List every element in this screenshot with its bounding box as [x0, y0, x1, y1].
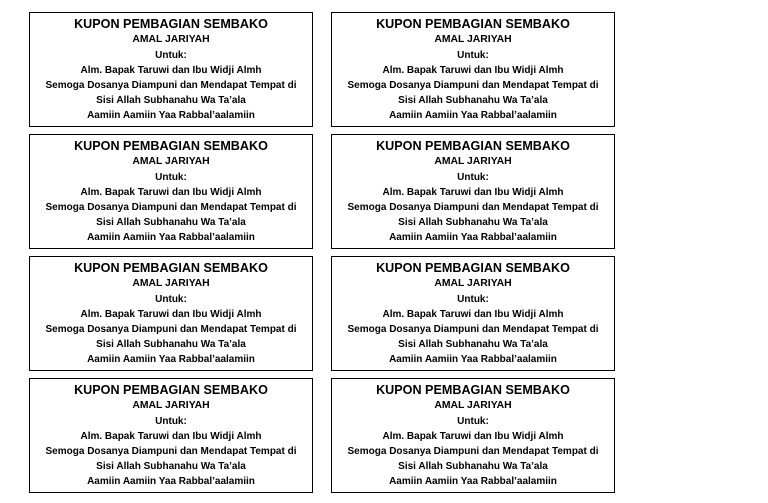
coupon-closing: Aamiin Aamiin Yaa Rabbal’aalamiin — [389, 110, 557, 122]
coupon-card — [29, 12, 313, 127]
coupon-prayer-line1: Semoga Dosanya Diampuni dan Mendapat Tempat di — [45, 202, 297, 213]
coupon-for-label: Untuk: — [155, 49, 187, 61]
coupon-names: Alm. Bapak Taruwi dan Ibu Widji Almh — [80, 186, 262, 198]
coupon-prayer-line1: Semoga Dosanya Diampuni dan Mendapat Tempat di — [347, 202, 599, 213]
coupon-subtitle: AMAL JARIYAH — [434, 34, 512, 46]
coupon-title: KUPON PEMBAGIAN SEMBAKO — [376, 139, 570, 154]
coupon-for-label: Untuk: — [457, 49, 489, 61]
coupon-prayer-line1: Semoga Dosanya Diampuni dan Mendapat Tempat di — [347, 324, 599, 335]
coupon-for-label: Untuk: — [155, 171, 187, 183]
coupon-subtitle: AMAL JARIYAH — [434, 156, 512, 168]
coupon-prayer-line2: Sisi Allah Subhanahu Wa Ta’ala — [96, 339, 246, 351]
coupon-prayer-line2: Sisi Allah Subhanahu Wa Ta’ala — [96, 217, 246, 229]
coupon-subtitle: AMAL JARIYAH — [434, 400, 512, 412]
coupon-names: Alm. Bapak Taruwi dan Ibu Widji Almh — [382, 430, 564, 442]
coupon-title: KUPON PEMBAGIAN SEMBAKO — [74, 261, 268, 276]
coupon-for-label: Untuk: — [457, 171, 489, 183]
coupon-subtitle: AMAL JARIYAH — [434, 278, 512, 290]
coupon-prayer-line1: Semoga Dosanya Diampuni dan Mendapat Tempat di — [347, 446, 599, 457]
coupon-for-label: Untuk: — [457, 293, 489, 305]
coupon-prayer-line1: Semoga Dosanya Diampuni dan Mendapat Tempat di — [45, 446, 297, 457]
coupon-prayer-line1: Semoga Dosanya Diampuni dan Mendapat Tempat di — [45, 80, 297, 91]
coupon-card — [331, 12, 615, 127]
coupon-prayer-line1: Semoga Dosanya Diampuni dan Mendapat Tempat di — [45, 324, 297, 335]
coupon-card — [29, 134, 313, 249]
coupon-closing: Aamiin Aamiin Yaa Rabbal’aalamiin — [87, 110, 255, 122]
coupon-subtitle: AMAL JARIYAH — [132, 278, 210, 290]
coupon-closing: Aamiin Aamiin Yaa Rabbal’aalamiin — [87, 476, 255, 488]
coupon-names: Alm. Bapak Taruwi dan Ibu Widji Almh — [382, 186, 564, 198]
coupon-prayer-line2: Sisi Allah Subhanahu Wa Ta’ala — [398, 217, 548, 229]
coupon-closing: Aamiin Aamiin Yaa Rabbal’aalamiin — [87, 354, 255, 366]
coupon-prayer-line2: Sisi Allah Subhanahu Wa Ta’ala — [398, 95, 548, 107]
coupon-prayer-line2: Sisi Allah Subhanahu Wa Ta’ala — [96, 95, 246, 107]
coupon-prayer-line1: Semoga Dosanya Diampuni dan Mendapat Tempat di — [347, 80, 599, 91]
coupon-closing: Aamiin Aamiin Yaa Rabbal’aalamiin — [87, 232, 255, 244]
coupon-title: KUPON PEMBAGIAN SEMBAKO — [376, 383, 570, 398]
coupon-for-label: Untuk: — [155, 415, 187, 427]
coupon-names: Alm. Bapak Taruwi dan Ibu Widji Almh — [80, 430, 262, 442]
coupon-card — [331, 256, 615, 371]
coupon-title: KUPON PEMBAGIAN SEMBAKO — [74, 383, 268, 398]
coupon-closing: Aamiin Aamiin Yaa Rabbal’aalamiin — [389, 476, 557, 488]
coupon-names: Alm. Bapak Taruwi dan Ibu Widji Almh — [382, 308, 564, 320]
coupon-card — [29, 256, 313, 371]
coupon-subtitle: AMAL JARIYAH — [132, 156, 210, 168]
coupon-prayer-line2: Sisi Allah Subhanahu Wa Ta’ala — [96, 461, 246, 473]
coupon-prayer-line2: Sisi Allah Subhanahu Wa Ta’ala — [398, 339, 548, 351]
coupon-title: KUPON PEMBAGIAN SEMBAKO — [74, 17, 268, 32]
coupon-card — [29, 378, 313, 493]
coupon-names: Alm. Bapak Taruwi dan Ibu Widji Almh — [382, 64, 564, 76]
coupon-names: Alm. Bapak Taruwi dan Ibu Widji Almh — [80, 308, 262, 320]
coupon-title: KUPON PEMBAGIAN SEMBAKO — [74, 139, 268, 154]
coupon-card — [331, 378, 615, 493]
coupon-prayer-line2: Sisi Allah Subhanahu Wa Ta’ala — [398, 461, 548, 473]
coupon-closing: Aamiin Aamiin Yaa Rabbal’aalamiin — [389, 354, 557, 366]
coupon-for-label: Untuk: — [457, 415, 489, 427]
coupon-closing: Aamiin Aamiin Yaa Rabbal’aalamiin — [389, 232, 557, 244]
coupon-subtitle: AMAL JARIYAH — [132, 400, 210, 412]
coupon-sheet — [29, 12, 615, 493]
coupon-title: KUPON PEMBAGIAN SEMBAKO — [376, 261, 570, 276]
coupon-for-label: Untuk: — [155, 293, 187, 305]
coupon-title: KUPON PEMBAGIAN SEMBAKO — [376, 17, 570, 32]
coupon-card — [331, 134, 615, 249]
coupon-subtitle: AMAL JARIYAH — [132, 34, 210, 46]
coupon-names: Alm. Bapak Taruwi dan Ibu Widji Almh — [80, 64, 262, 76]
